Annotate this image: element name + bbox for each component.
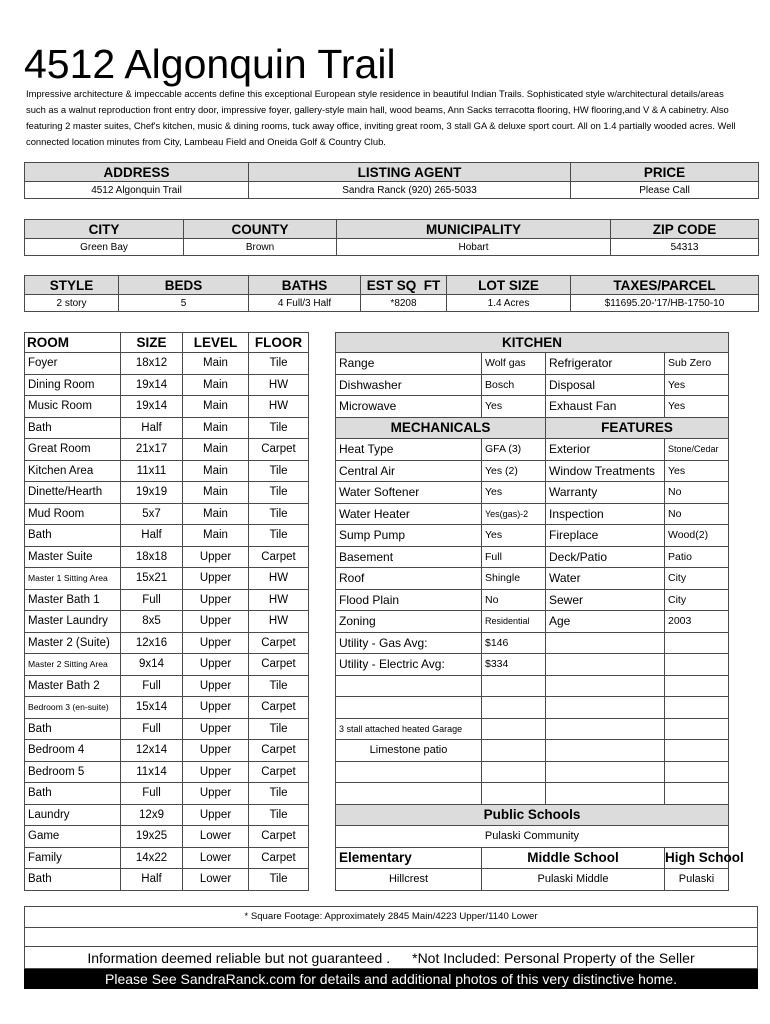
school-headers-row [336, 847, 729, 869]
room-row [25, 396, 309, 418]
mechanical-item-value: City [665, 589, 729, 611]
mechanical-item-label: Fireplace [546, 525, 665, 547]
room-floor: Carpet [249, 740, 309, 762]
room-size: 12x14 [121, 740, 183, 762]
room-row [25, 740, 309, 762]
room-row [25, 632, 309, 654]
mechanical-item-label: Warranty [546, 482, 665, 504]
mechanical-item-label [546, 654, 665, 676]
room-level: Lower [183, 847, 249, 869]
room-size: Full [121, 783, 183, 805]
size-column-header: SIZE [121, 333, 183, 353]
style-header: STYLE [25, 276, 119, 295]
room-name: Mud Room [25, 503, 121, 525]
extra-feature-row [336, 718, 729, 740]
room-floor: Carpet [249, 847, 309, 869]
room-name: Family [25, 847, 121, 869]
room-size: 19x14 [121, 374, 183, 396]
room-level: Upper [183, 740, 249, 762]
room-name: Bedroom 4 [25, 740, 121, 762]
level-column-header: LEVEL [183, 333, 249, 353]
room-row [25, 804, 309, 826]
room-row [25, 525, 309, 547]
room-name: Master 1 Sitting Area [25, 568, 121, 590]
mechanical-item-value: GFA (3) [482, 439, 546, 461]
kitchen-item-row [336, 374, 729, 396]
city-header: CITY [25, 220, 184, 239]
footer-blank-row [24, 928, 758, 947]
room-size: 12x16 [121, 632, 183, 654]
mechanical-item-value: Yes [665, 460, 729, 482]
room-row [25, 654, 309, 676]
mechanical-item-label: Roof [336, 568, 482, 590]
room-size: 14x22 [121, 847, 183, 869]
room-name: Master Bath 2 [25, 675, 121, 697]
room-size: Full [121, 675, 183, 697]
room-floor: HW [249, 611, 309, 633]
high-school-header: High School [665, 847, 729, 869]
blank-cell [665, 783, 729, 805]
room-floor: HW [249, 396, 309, 418]
beds-header: BEDS [119, 276, 249, 295]
mechanical-item-value: Yes(gas)-2 [482, 503, 546, 525]
room-floor: Tile [249, 503, 309, 525]
mechanical-item-row [336, 460, 729, 482]
mechanical-item-label: Zoning [336, 611, 482, 633]
middle-school-value: Pulaski Middle [482, 869, 665, 891]
school-district-row [336, 826, 729, 848]
room-row [25, 589, 309, 611]
mechanical-item-value: Residential [482, 611, 546, 633]
room-name: Dining Room [25, 374, 121, 396]
room-column-header: ROOM [25, 333, 121, 353]
room-name: Bedroom 5 [25, 761, 121, 783]
room-size: 15x14 [121, 697, 183, 719]
room-floor: Carpet [249, 697, 309, 719]
room-level: Upper [183, 804, 249, 826]
features-table [335, 332, 744, 891]
mechanical-item-label: Age [546, 611, 665, 633]
mechanical-item-label: Central Air [336, 460, 482, 482]
room-size: 19x25 [121, 826, 183, 848]
blank-cell [546, 740, 665, 762]
extra-feature-row [336, 740, 729, 762]
high-school-value: Pulaski [665, 869, 729, 891]
features-section-title: FEATURES [546, 417, 729, 439]
rooms-table [24, 332, 309, 891]
blank-cell [665, 740, 729, 762]
room-name: Master Laundry [25, 611, 121, 633]
kitchen-item-value: Sub Zero [665, 353, 729, 375]
room-row [25, 869, 309, 891]
beds-value: 5 [119, 295, 249, 312]
address-value: 4512 Algonquin Trail [25, 182, 249, 199]
mechanical-item-label: Water [546, 568, 665, 590]
kitchen-item-label: Disposal [546, 374, 665, 396]
room-size: 5x7 [121, 503, 183, 525]
mechanical-item-value: Stone/Cedar [665, 439, 729, 461]
room-row [25, 568, 309, 590]
kitchen-item-value: Wolf gas [482, 353, 546, 375]
kitchen-item-value: Bosch [482, 374, 546, 396]
room-floor: HW [249, 374, 309, 396]
room-row [25, 482, 309, 504]
room-floor: Tile [249, 869, 309, 891]
room-floor: Carpet [249, 632, 309, 654]
square-footage-note: * Square Footage: Approximately 2845 Main/4223 Upper/1140 Lower [24, 906, 758, 928]
room-floor: Tile [249, 460, 309, 482]
room-size: 19x14 [121, 396, 183, 418]
blank-cell [336, 697, 482, 719]
mechanical-item-label: Sump Pump [336, 525, 482, 547]
county-value: Brown [184, 239, 337, 256]
mechanical-item-label: Water Softener [336, 482, 482, 504]
kitchen-item-row [336, 396, 729, 418]
footer [24, 906, 758, 989]
room-size: 19x19 [121, 482, 183, 504]
blank-cell [482, 740, 546, 762]
mechanical-item-label: Inspection [546, 503, 665, 525]
county-header: COUNTY [184, 220, 337, 239]
zip-value: 54313 [611, 239, 759, 256]
property-title: 4512 Algonquin Trail [24, 41, 396, 87]
room-floor: Tile [249, 718, 309, 740]
mechanical-item-row [336, 482, 729, 504]
room-name: Foyer [25, 353, 121, 375]
room-size: 15x21 [121, 568, 183, 590]
mechanical-item-value: No [665, 482, 729, 504]
room-size: 11x14 [121, 761, 183, 783]
room-row [25, 761, 309, 783]
room-name: Bath [25, 525, 121, 547]
room-row [25, 718, 309, 740]
kitchen-item-label: Exhaust Fan [546, 396, 665, 418]
summary-table-address [24, 162, 759, 199]
listing-agent-value: Sandra Ranck (920) 265-5033 [249, 182, 571, 199]
room-floor: HW [249, 589, 309, 611]
room-level: Upper [183, 718, 249, 740]
mechanical-item-value: $146 [482, 632, 546, 654]
room-row [25, 546, 309, 568]
lot-size-header: LOT SIZE [447, 276, 571, 295]
mechanical-item-value: Patio [665, 546, 729, 568]
mechanical-item-value: Yes (2) [482, 460, 546, 482]
mechanical-item-label: Utility - Electric Avg: [336, 654, 482, 676]
address-header: ADDRESS [25, 163, 249, 182]
room-name: Master 2 Sitting Area [25, 654, 121, 676]
room-row [25, 439, 309, 461]
room-name: Music Room [25, 396, 121, 418]
room-size: Full [121, 589, 183, 611]
room-level: Upper [183, 654, 249, 676]
mechanical-item-row [336, 632, 729, 654]
mechanical-item-value: Full [482, 546, 546, 568]
room-level: Main [183, 503, 249, 525]
mechanical-item-value: Wood(2) [665, 525, 729, 547]
mechanical-item-value: Yes [482, 525, 546, 547]
blank-cell [546, 783, 665, 805]
city-value: Green Bay [25, 239, 184, 256]
room-floor: Tile [249, 482, 309, 504]
mechanical-item-value: 2003 [665, 611, 729, 633]
schools-title-row [336, 804, 729, 826]
room-level: Main [183, 525, 249, 547]
room-name: Master Bath 1 [25, 589, 121, 611]
mechanical-item-value: $334 [482, 654, 546, 676]
mech-features-header-row [336, 417, 729, 439]
room-size: 12x9 [121, 804, 183, 826]
mechanical-item-label: Utility - Gas Avg: [336, 632, 482, 654]
room-level: Lower [183, 826, 249, 848]
lot-size-value: 1.4 Acres [447, 295, 571, 312]
room-size: 18x12 [121, 353, 183, 375]
zip-header: ZIP CODE [611, 220, 759, 239]
blank-row [336, 697, 729, 719]
blank-cell [336, 783, 482, 805]
room-level: Main [183, 353, 249, 375]
blank-cell [482, 697, 546, 719]
room-level: Upper [183, 675, 249, 697]
mechanical-item-label: Heat Type [336, 439, 482, 461]
room-level: Main [183, 439, 249, 461]
room-level: Upper [183, 632, 249, 654]
room-level: Upper [183, 697, 249, 719]
mechanical-item-value [665, 654, 729, 676]
room-row [25, 353, 309, 375]
mechanical-item-label: Water Heater [336, 503, 482, 525]
blank-cell [665, 761, 729, 783]
blank-cell [546, 718, 665, 740]
room-level: Lower [183, 869, 249, 891]
property-description: Impressive architecture & impeccable accents define this exceptional European style residence in beautiful Indian Trails. Sophisticated style w/architectural details/areas such as a walnut reproduction front entry door, impressive foyer, gallery-style main hall, wood beams, Ann Sacks terracotta flooring, HW flooring,and V & A cabinetry. Also featuring 2 master suites, Chef's kitchen, music & dining rooms, tuck away office, inviting great room, 3 stall GA & deluxe sport court. All on 1.4 partially wooded acres. Well connected location minutes from City, Lambeau Field and Oneida Golf & Country Club. [26, 88, 736, 147]
blank-cell [482, 761, 546, 783]
room-level: Upper [183, 783, 249, 805]
mechanical-item-row [336, 503, 729, 525]
kitchen-section-title: KITCHEN [336, 333, 729, 353]
room-level: Main [183, 482, 249, 504]
extra-feature-text: Limestone patio [336, 740, 482, 762]
kitchen-item-label: Microwave [336, 396, 482, 418]
blank-row [336, 783, 729, 805]
kitchen-item-value: Yes [665, 396, 729, 418]
mechanical-item-value: No [482, 589, 546, 611]
room-name: Bath [25, 869, 121, 891]
kitchen-item-label: Dishwasher [336, 374, 482, 396]
floor-column-header: FLOOR [249, 333, 309, 353]
sqft-header: EST SQ FT [361, 276, 447, 295]
room-floor: Carpet [249, 439, 309, 461]
baths-header: BATHS [249, 276, 361, 295]
room-level: Upper [183, 568, 249, 590]
room-size: 11x11 [121, 460, 183, 482]
room-level: Upper [183, 589, 249, 611]
kitchen-item-label: Range [336, 353, 482, 375]
blank-cell [546, 675, 665, 697]
mechanical-item-row [336, 439, 729, 461]
room-floor: Tile [249, 417, 309, 439]
public-schools-title: Public Schools [336, 804, 729, 826]
blank-cell [482, 675, 546, 697]
room-floor: Tile [249, 675, 309, 697]
room-name: Master 2 (Suite) [25, 632, 121, 654]
municipality-value: Hobart [337, 239, 611, 256]
website-banner: Please See SandraRanck.com for details and additional photos of this very distinctive home. [24, 969, 758, 989]
mechanical-item-value: Yes [482, 482, 546, 504]
elementary-value: Hillcrest [336, 869, 482, 891]
room-row [25, 460, 309, 482]
elementary-header: Elementary [336, 847, 482, 869]
mechanical-item-value: Shingle [482, 568, 546, 590]
school-values-row [336, 869, 729, 891]
room-floor: HW [249, 568, 309, 590]
baths-value: 4 Full/3 Half [249, 295, 361, 312]
room-name: Dinette/Hearth [25, 482, 121, 504]
room-floor: Carpet [249, 826, 309, 848]
mechanical-item-row [336, 654, 729, 676]
disclaimer-text: Information deemed reliable but not guaranteed . [87, 950, 391, 966]
room-row [25, 847, 309, 869]
room-size: 18x18 [121, 546, 183, 568]
mechanical-item-label: Exterior [546, 439, 665, 461]
middle-school-header: Middle School [482, 847, 665, 869]
mechanical-item-row [336, 568, 729, 590]
room-floor: Carpet [249, 654, 309, 676]
style-value: 2 story [25, 295, 119, 312]
summary-table-details [24, 275, 759, 312]
school-district: Pulaski Community [336, 826, 729, 848]
blank-cell [665, 718, 729, 740]
room-row [25, 783, 309, 805]
mechanical-item-value: No [665, 503, 729, 525]
room-level: Main [183, 396, 249, 418]
room-level: Upper [183, 546, 249, 568]
room-name: Master Suite [25, 546, 121, 568]
room-level: Main [183, 460, 249, 482]
mechanical-item-value [665, 632, 729, 654]
mechanical-item-label: Flood Plain [336, 589, 482, 611]
listing-agent-header: LISTING AGENT [249, 163, 571, 182]
room-row [25, 417, 309, 439]
room-name: Great Room [25, 439, 121, 461]
room-floor: Tile [249, 804, 309, 826]
mechanical-item-label [546, 632, 665, 654]
room-row [25, 675, 309, 697]
price-header: PRICE [571, 163, 759, 182]
room-row [25, 503, 309, 525]
kitchen-item-label: Refrigerator [546, 353, 665, 375]
room-row [25, 611, 309, 633]
room-size: Full [121, 718, 183, 740]
room-floor: Tile [249, 783, 309, 805]
room-size: Half [121, 869, 183, 891]
room-level: Upper [183, 611, 249, 633]
room-size: 9x14 [121, 654, 183, 676]
room-floor: Tile [249, 353, 309, 375]
mechanical-item-label: Sewer [546, 589, 665, 611]
not-included-text: *Not Included: Personal Property of the Seller [412, 950, 695, 966]
blank-cell [336, 675, 482, 697]
taxes-value: $11695.20-'17/HB-1750-10 [571, 295, 759, 312]
room-size: Half [121, 417, 183, 439]
room-name: Bath [25, 417, 121, 439]
blank-cell [482, 783, 546, 805]
extra-feature-text: 3 stall attached heated Garage [336, 718, 482, 740]
sqft-value: *8208 [361, 295, 447, 312]
summary-table-location [24, 219, 759, 256]
room-floor: Carpet [249, 546, 309, 568]
price-value: Please Call [571, 182, 759, 199]
room-name: Bath [25, 718, 121, 740]
mechanical-item-label: Window Treatments [546, 460, 665, 482]
room-size: 8x5 [121, 611, 183, 633]
mechanical-item-value: City [665, 568, 729, 590]
blank-cell [546, 697, 665, 719]
disclaimer-row [24, 947, 758, 969]
kitchen-item-row [336, 353, 729, 375]
mechanical-item-label: Deck/Patio [546, 546, 665, 568]
room-name: Game [25, 826, 121, 848]
kitchen-item-value: Yes [665, 374, 729, 396]
room-row [25, 826, 309, 848]
taxes-header: TAXES/PARCEL [571, 276, 759, 295]
room-row [25, 697, 309, 719]
room-size: Half [121, 525, 183, 547]
blank-cell [546, 761, 665, 783]
mechanical-item-row [336, 525, 729, 547]
kitchen-item-value: Yes [482, 396, 546, 418]
blank-cell [336, 761, 482, 783]
mechanical-item-row [336, 611, 729, 633]
room-row [25, 374, 309, 396]
blank-cell [665, 697, 729, 719]
room-floor: Tile [249, 525, 309, 547]
municipality-header: MUNICIPALITY [337, 220, 611, 239]
room-floor: Carpet [249, 761, 309, 783]
room-name: Bedroom 3 (en-suite) [25, 697, 121, 719]
room-name: Bath [25, 783, 121, 805]
mechanical-item-label: Basement [336, 546, 482, 568]
blank-cell [665, 675, 729, 697]
room-level: Upper [183, 761, 249, 783]
room-name: Laundry [25, 804, 121, 826]
blank-row [336, 761, 729, 783]
mechanical-item-row [336, 546, 729, 568]
mechanical-item-row [336, 589, 729, 611]
room-name: Kitchen Area [25, 460, 121, 482]
blank-row [336, 675, 729, 697]
room-level: Main [183, 374, 249, 396]
blank-cell [482, 718, 546, 740]
room-size: 21x17 [121, 439, 183, 461]
room-level: Main [183, 417, 249, 439]
mechanicals-section-title: MECHANICALS [336, 417, 546, 439]
